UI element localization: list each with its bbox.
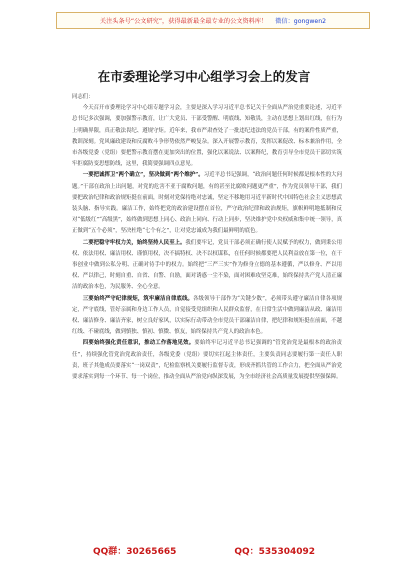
paragraph [72,338,342,383]
section-heading: 一要把诚挥卫“两个确立”，坚决做到“两个维护”。 [82,172,204,179]
document-body [72,92,342,532]
qq-number: QQ：535304092 [234,547,316,557]
paragraph [72,238,342,294]
paragraph-text: 要始终牢记习近平总书记强调的“管党治党是最根本的政治责任”，持续强化管党治党政治责任，各级党委（党组）要切实扛起主体责任，主要负责同志要履行第一责任人职责，班子其他成员要落实“一岗双责”，纪检监察机关要履行监督专责，形成齐抓共管的工作合力，把全面从严治党要求落实到每一个环节、每一个岗位，推动全面从严治党向纵深发展，为全市经济社会高质量发展提供坚强保障。 [72,340,342,381]
paragraph-text: 各级领导干部作为“关键少数”，必须带头遵守廉洁自律各项规定，严守底线，管好亲属和身边工作人员，自觉接受党组织和人民群众监督，在日常生活中做到廉洁从政、廉洁用权、廉洁修身、廉洁齐家，树立良好家风，以实际行动带动全市党员干部廉洁自律，把纪律和规矩挺在前面，不越红线、不碰底线，做到慎独、慎初、慎微、慎友，始终保持共产党人的政治本色。 [72,295,342,336]
document-title: 在市委理论学习中心组学习会上的发言 [97,69,311,84]
paragraph-text: 今天召开市委理论学习中心组专题学习会，主要是深入学习习近平总书记关于全面从严治党重要论述，习近平总书记多次强调，要加强警示教育，让广大党员、干部受警醒、明底线、知敬畏，主动在思想上划出红线，在行为上明确界限，真正敬法畏纪、遵规守矩。近年来，我市严肃查处了一批违纪违法的党员干部，有的案件性质严重，教训深刻。党风廉政建设和反腐败斗争形势依然严峻复杂。深入开展警示教育，发挥以案促改、标本兼治作用，全市各级党委（党组）要把警示教育摆在更加突出的位置，强化以案说法、以案释纪，教育引导全市党员干部切实筑牢拒腐防变思想防线，这里，我简要强调四点意见。 [72,105,342,168]
promo-banner [56,12,370,29]
greeting: 同志们： [72,94,94,100]
paragraph [72,294,342,339]
paragraph-text: 我们要牢记，党员干部必须正确行使人民赋予的权力，做到秉公用权、依法用权、廉洁用权、谨慎用权，决不搞特权、决不以权谋私，在任何时候都要把人民利益放在第一位，在干事创业中做到公私分明、正确对待手中的权力。始终把“三严三实”作为修身立德的基本遵循，严以修身、严以用权、严以律己，时刻自重、自省、自警、自励，面对诱惑一尘不染，面对困难攻坚克难，始终保持共产党人清正廉洁的政治本色，为民服务、全心全意。 [72,239,342,291]
section-heading: 二要把稳守牢权力关，始终坚持人民至上。 [82,239,186,246]
footer-contacts [0,544,408,557]
section-heading: 四要始终强化责任意识，推动工作落地见效。 [82,340,195,347]
banner-notice: 关注头条号“公文研究”，获得最新最全最专业的公文资料库！ [99,18,268,25]
banner-wechat: 微信：gongwen2 [275,18,327,25]
qq-group: QQ群：30265665 [92,547,177,557]
section-heading: 三要始终严守纪律规矩，筑牢廉洁自律底线。 [82,295,194,302]
paragraph [72,170,342,237]
paragraph [72,103,342,170]
paragraph-text: 习近平总书记强调，“政治问题任何时候都是根本性的大问题。”干部在政治上出问题，对党的危害不亚于腐败问题，有的甚至比腐败问题更严重”，作为党员领导干部，我们要把政治纪律和政治规矩挺在前面，时刻对党保持绝对忠诚，坚定不移地用习近平新时代中国特色社会主义思想武装头脑、指导实践。廉洁工作，始终把党的政治建设摆在首位，严守政治纪律和政治规矩，旗帜鲜明地抵制和反对“低级红”“高级黑”，始终做到思想上同心、政治上同向、行动上同步，坚决维护党中央权威和集中统一领导，真正做到“五个必须”，坚决杜绝“七个有之”，让对党忠诚成为我们最鲜明的底色。 [72,172,342,235]
